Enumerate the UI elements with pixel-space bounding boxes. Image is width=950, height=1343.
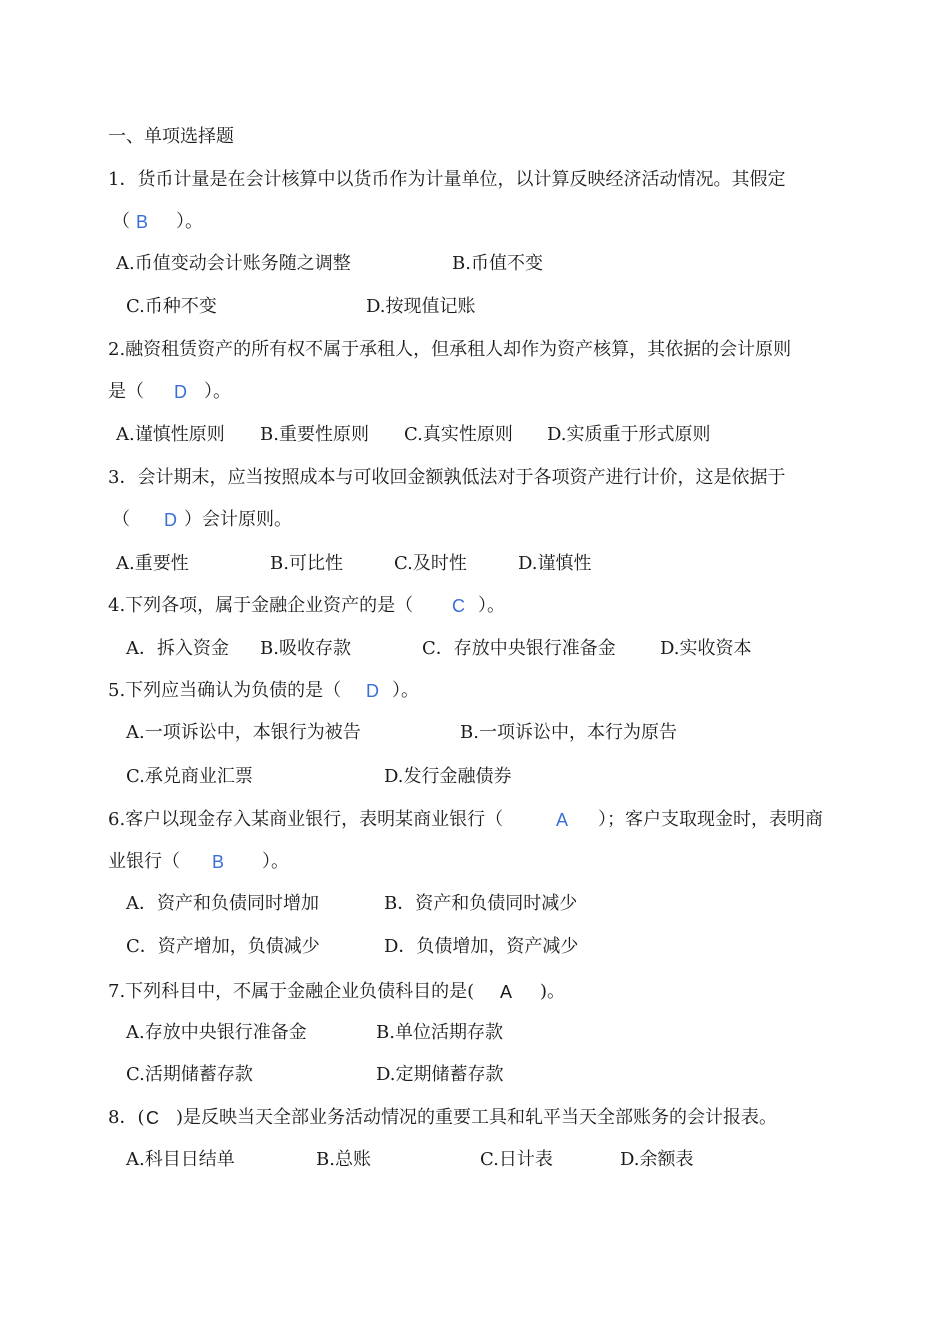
question-1-option-d: D.按现值记账 bbox=[366, 296, 476, 317]
question-7-option-b: B.单位活期存款 bbox=[376, 1022, 503, 1043]
question-1-answer: B bbox=[136, 212, 149, 232]
question-6-answer-1: A bbox=[556, 810, 569, 830]
question-4-option-c: C．存放中央银行准备金 bbox=[422, 638, 616, 659]
question-7-blank-close: )。 bbox=[540, 981, 566, 1002]
question-2-option-a: A.谨慎性原则 bbox=[116, 424, 225, 445]
question-3-option-c: C.及时性 bbox=[394, 553, 467, 574]
question-1-option-a: A.币值变动会计账务随之调整 bbox=[116, 253, 351, 274]
question-8-answer: C bbox=[146, 1108, 159, 1128]
section-title: 一、单项选择题 bbox=[108, 126, 234, 147]
question-2-option-d: D.实质重于形式原则 bbox=[547, 424, 711, 445]
question-8-option-b: B.总账 bbox=[316, 1149, 371, 1170]
question-6-option-b: B．资产和负债同时减少 bbox=[384, 893, 578, 914]
question-4-answer: C bbox=[452, 596, 465, 616]
question-5-option-b: B.一项诉讼中，本行为原告 bbox=[460, 722, 677, 743]
question-7-answer: A bbox=[500, 982, 513, 1002]
question-3-option-a: A.重要性 bbox=[116, 553, 189, 574]
question-3-answer: D bbox=[164, 510, 177, 530]
question-2-option-c: C.真实性原则 bbox=[404, 424, 513, 445]
question-3-option-d: D.谨慎性 bbox=[518, 553, 592, 574]
question-2-blank-open: 是（ bbox=[108, 381, 144, 402]
question-1-stem: 1．货币计量是在会计核算中以货币作为计量单位，以计算反映经济活动情况。其假定 bbox=[108, 169, 786, 190]
question-1-blank-open: （ bbox=[112, 211, 130, 232]
question-6-option-d: D．负债增加，资产减少 bbox=[384, 936, 579, 957]
question-6-blank-close: ）。 bbox=[262, 851, 289, 872]
question-3-blank-open: （ bbox=[112, 509, 130, 530]
question-2-stem: 2.融资租赁资产的所有权不属于承租人，但承租人却作为资产核算，其依据的会计原则 bbox=[108, 339, 792, 360]
question-8-stem: )是反映当天全部业务活动情况的重要工具和轧平当天全部账务的会计报表。 bbox=[176, 1107, 778, 1128]
question-1-option-c: C.币种不变 bbox=[126, 296, 217, 317]
question-1-blank-close: ）。 bbox=[176, 211, 203, 232]
question-5-option-d: D.发行金融债券 bbox=[384, 766, 512, 787]
question-8-option-a: A.科目日结单 bbox=[126, 1149, 235, 1170]
question-7-stem: 7.下列科目中，不属于金融企业负债科目的是( bbox=[108, 981, 475, 1002]
question-5-option-c: C.承兑商业汇票 bbox=[126, 766, 253, 787]
question-6-stem-part1: 6.客户以现金存入某商业银行，表明某商业银行（ bbox=[108, 809, 504, 830]
question-3-stem: 3．会计期末，应当按照成本与可收回金额孰低法对于各项资产进行计价，这是依据于 bbox=[108, 467, 786, 488]
question-8-stem-open: 8．( bbox=[108, 1107, 145, 1128]
question-2-option-b: B.重要性原则 bbox=[260, 424, 369, 445]
question-5-option-a: A.一项诉讼中，本银行为被告 bbox=[126, 722, 361, 743]
question-6-answer-2: B bbox=[212, 852, 225, 872]
question-4-option-d: D.实收资本 bbox=[660, 638, 752, 659]
question-8-option-c: C.日计表 bbox=[480, 1149, 553, 1170]
question-6-blank-open: 业银行（ bbox=[108, 851, 180, 872]
question-6-stem-part2: ）；客户支取现金时，表明商 bbox=[598, 809, 823, 830]
question-2-blank-close: ）。 bbox=[204, 381, 231, 402]
question-6-option-a: A．资产和负债同时增加 bbox=[126, 893, 319, 914]
question-4-stem: 4.下列各项，属于金融企业资产的是（ bbox=[108, 595, 414, 616]
question-1-option-b: B.币值不变 bbox=[452, 253, 543, 274]
question-8-option-d: D.余额表 bbox=[620, 1149, 694, 1170]
question-6-option-c: C．资产增加，负债减少 bbox=[126, 936, 320, 957]
question-3-blank-close: ）会计原则。 bbox=[184, 509, 292, 530]
question-3-option-b: B.可比性 bbox=[270, 553, 343, 574]
question-4-option-a: A．拆入资金 bbox=[126, 638, 229, 659]
question-7-option-a: A.存放中央银行准备金 bbox=[126, 1022, 307, 1043]
question-5-answer: D bbox=[366, 681, 379, 701]
question-4-blank-close: ）。 bbox=[478, 595, 505, 616]
question-4-option-b: B.吸收存款 bbox=[260, 638, 351, 659]
question-7-option-d: D.定期储蓄存款 bbox=[376, 1064, 504, 1085]
question-5-stem: 5.下列应当确认为负债的是（ bbox=[108, 680, 342, 701]
question-7-option-c: C.活期储蓄存款 bbox=[126, 1064, 253, 1085]
question-5-blank-close: ）。 bbox=[392, 680, 419, 701]
question-2-answer: D bbox=[174, 382, 187, 402]
